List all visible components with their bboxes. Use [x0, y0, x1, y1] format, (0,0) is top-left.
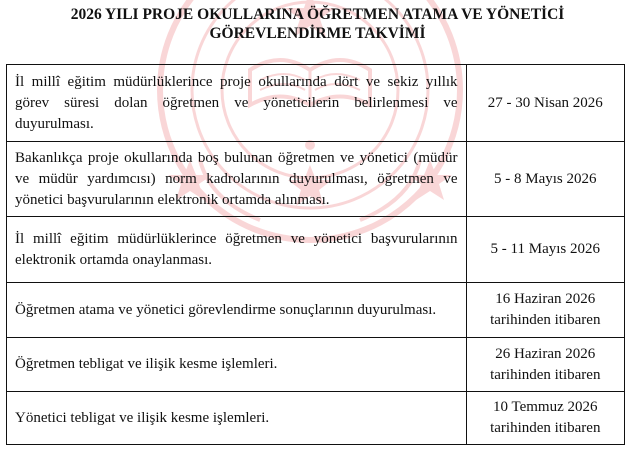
row-date: [466, 392, 624, 445]
row-date: [466, 65, 624, 142]
title-line-2: GÖREVLENDİRME TAKVİMİ: [209, 25, 426, 42]
date-primary: 5 - 11 Mayıs 2026: [490, 241, 600, 257]
table-row: [7, 283, 625, 338]
row-description: Yönetici tebligat ve ilişik kesme işlemleri.: [7, 392, 467, 445]
row-date: [466, 338, 624, 392]
table-row: [7, 392, 625, 445]
table-row: [7, 142, 625, 217]
table-row: [7, 338, 625, 392]
date-primary: 27 - 30 Nisan 2026: [487, 94, 603, 111]
date-primary: 26 Haziran 2026: [495, 345, 596, 362]
row-description: İl millî eğitim müdürlüklerince proje okullarında dört ve sekiz yıllık görev süresi dolan öğretmen ve yöneticilerin belirlenmesi ve duyurulması.: [7, 65, 467, 142]
date-suffix: tarihinden itibaren: [490, 312, 601, 328]
page-title: [0, 5, 635, 43]
row-description: Bakanlıkça proje okullarında boş bulunan öğretmen ve yönetici (müdür ve müdür yardımcısı) norm kadrolarının duyurulması, öğretmen ve yönetici başvurularının elektronik ortamda alınması.: [7, 142, 467, 217]
row-date: [466, 283, 624, 338]
date-suffix: tarihinden itibaren: [490, 366, 601, 383]
row-date: [466, 142, 624, 217]
date-suffix: tarihinden itibaren: [490, 420, 601, 436]
date-primary: 16 Haziran 2026: [495, 291, 596, 307]
row-date: [466, 217, 624, 283]
title-line-1: 2026 YILI PROJE OKULLARINA ÖĞRETMEN ATAMA VE YÖNETİCİ: [70, 6, 565, 23]
date-primary: 5 - 8 Mayıs 2026: [494, 170, 597, 187]
table-row: [7, 65, 625, 142]
row-description: Öğretmen atama ve yönetici görevlendirme sonuçlarının duyurulması.: [7, 283, 467, 338]
row-description: İl millî eğitim müdürlüklerince öğretmen ve yönetici başvurularının elektronik ortamda onaylanması.: [7, 217, 467, 283]
row-description: Öğretmen tebligat ve ilişik kesme işlemleri.: [7, 338, 467, 392]
table-row: [7, 217, 625, 283]
schedule-table: [6, 64, 625, 445]
date-primary: 10 Temmuz 2026: [493, 399, 598, 415]
